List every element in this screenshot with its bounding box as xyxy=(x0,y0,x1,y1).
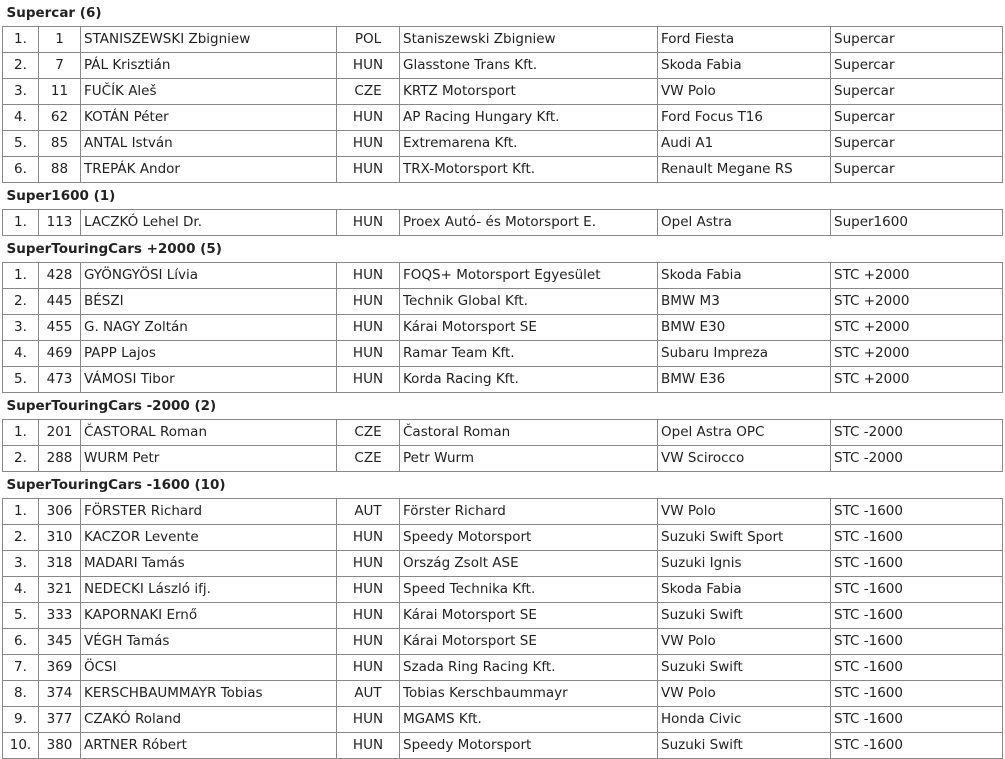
car-model-cell: Subaru Impreza xyxy=(658,341,831,367)
class-cell: STC -1600 xyxy=(831,733,1003,759)
position-cell: 5. xyxy=(3,367,39,393)
class-cell: STC -1600 xyxy=(831,525,1003,551)
car-number-cell: 306 xyxy=(39,499,81,525)
class-cell: Supercar xyxy=(831,79,1003,105)
class-cell: STC -1600 xyxy=(831,577,1003,603)
position-cell: 10. xyxy=(3,733,39,759)
table-row xyxy=(3,315,1003,341)
position-cell: 4. xyxy=(3,105,39,131)
team-cell: TRX-Motorsport Kft. xyxy=(400,157,658,183)
position-cell: 3. xyxy=(3,551,39,577)
category-title: SuperTouringCars -2000 (2) xyxy=(3,393,1003,420)
driver-name-cell: LACZKÓ Lehel Dr. xyxy=(81,210,337,236)
class-cell: STC +2000 xyxy=(831,263,1003,289)
team-cell: Tobias Kerschbaummayr xyxy=(400,681,658,707)
car-model-cell: Suzuki Swift Sport xyxy=(658,525,831,551)
position-cell: 1. xyxy=(3,210,39,236)
position-cell: 2. xyxy=(3,525,39,551)
car-number-cell: 310 xyxy=(39,525,81,551)
table-row xyxy=(3,629,1003,655)
car-number-cell: 62 xyxy=(39,105,81,131)
driver-name-cell: FUČÍK Aleš xyxy=(81,79,337,105)
position-cell: 6. xyxy=(3,629,39,655)
car-number-cell: 201 xyxy=(39,420,81,446)
driver-name-cell: MADARI Tamás xyxy=(81,551,337,577)
nationality-cell: HUN xyxy=(337,131,400,157)
car-number-cell: 333 xyxy=(39,603,81,629)
team-cell: Kárai Motorsport SE xyxy=(400,315,658,341)
team-cell: Ország Zsolt ASE xyxy=(400,551,658,577)
entry-list-body xyxy=(3,0,1003,759)
car-model-cell: Skoda Fabia xyxy=(658,577,831,603)
table-row xyxy=(3,79,1003,105)
car-number-cell: 377 xyxy=(39,707,81,733)
car-model-cell: Audi A1 xyxy=(658,131,831,157)
nationality-cell: HUN xyxy=(337,551,400,577)
table-row xyxy=(3,446,1003,472)
table-row xyxy=(3,603,1003,629)
table-row xyxy=(3,367,1003,393)
table-row xyxy=(3,707,1003,733)
class-cell: STC -1600 xyxy=(831,551,1003,577)
car-number-cell: 473 xyxy=(39,367,81,393)
driver-name-cell: CZAKÓ Roland xyxy=(81,707,337,733)
class-cell: Supercar xyxy=(831,131,1003,157)
class-cell: STC -1600 xyxy=(831,655,1003,681)
table-row xyxy=(3,525,1003,551)
car-number-cell: 1 xyxy=(39,27,81,53)
table-row xyxy=(3,681,1003,707)
nationality-cell: HUN xyxy=(337,525,400,551)
position-cell: 1. xyxy=(3,499,39,525)
car-model-cell: Skoda Fabia xyxy=(658,263,831,289)
team-cell: FOQS+ Motorsport Egyesület xyxy=(400,263,658,289)
car-number-cell: 469 xyxy=(39,341,81,367)
driver-name-cell: GYÖNGYÖSI Lívia xyxy=(81,263,337,289)
team-cell: Proex Autó- és Motorsport E. xyxy=(400,210,658,236)
car-model-cell: Suzuki Ignis xyxy=(658,551,831,577)
car-model-cell: Suzuki Swift xyxy=(658,655,831,681)
nationality-cell: AUT xyxy=(337,681,400,707)
team-cell: Szada Ring Racing Kft. xyxy=(400,655,658,681)
team-cell: Kárai Motorsport SE xyxy=(400,629,658,655)
car-model-cell: VW Scirocco xyxy=(658,446,831,472)
nationality-cell: HUN xyxy=(337,53,400,79)
driver-name-cell: STANISZEWSKI Zbigniew xyxy=(81,27,337,53)
driver-name-cell: FÖRSTER Richard xyxy=(81,499,337,525)
position-cell: 6. xyxy=(3,157,39,183)
driver-name-cell: ANTAL István xyxy=(81,131,337,157)
class-cell: STC +2000 xyxy=(831,315,1003,341)
table-row xyxy=(3,131,1003,157)
driver-name-cell: KOTÁN Péter xyxy=(81,105,337,131)
driver-name-cell: WURM Petr xyxy=(81,446,337,472)
team-cell: Korda Racing Kft. xyxy=(400,367,658,393)
car-number-cell: 11 xyxy=(39,79,81,105)
nationality-cell: HUN xyxy=(337,733,400,759)
car-number-cell: 455 xyxy=(39,315,81,341)
driver-name-cell: ARTNER Róbert xyxy=(81,733,337,759)
class-cell: STC +2000 xyxy=(831,367,1003,393)
category-title: Super1600 (1) xyxy=(3,183,1003,210)
team-cell: Förster Richard xyxy=(400,499,658,525)
category-title: SuperTouringCars +2000 (5) xyxy=(3,236,1003,263)
position-cell: 7. xyxy=(3,655,39,681)
table-row xyxy=(3,655,1003,681)
car-model-cell: Opel Astra xyxy=(658,210,831,236)
nationality-cell: CZE xyxy=(337,420,400,446)
driver-name-cell: ČASTORAL Roman xyxy=(81,420,337,446)
nationality-cell: HUN xyxy=(337,289,400,315)
car-number-cell: 85 xyxy=(39,131,81,157)
team-cell: Glasstone Trans Kft. xyxy=(400,53,658,79)
position-cell: 5. xyxy=(3,131,39,157)
position-cell: 3. xyxy=(3,315,39,341)
category-header-row xyxy=(3,472,1003,499)
car-model-cell: Ford Fiesta xyxy=(658,27,831,53)
driver-name-cell: KERSCHBAUMMAYR Tobias xyxy=(81,681,337,707)
car-model-cell: Suzuki Swift xyxy=(658,603,831,629)
class-cell: STC +2000 xyxy=(831,341,1003,367)
position-cell: 2. xyxy=(3,53,39,79)
category-title: Supercar (6) xyxy=(3,0,1003,27)
car-number-cell: 288 xyxy=(39,446,81,472)
car-number-cell: 318 xyxy=(39,551,81,577)
team-cell: Speedy Motorsport xyxy=(400,525,658,551)
car-model-cell: Honda Civic xyxy=(658,707,831,733)
team-cell: Speedy Motorsport xyxy=(400,733,658,759)
nationality-cell: HUN xyxy=(337,629,400,655)
class-cell: Supercar xyxy=(831,53,1003,79)
position-cell: 5. xyxy=(3,603,39,629)
category-header-row xyxy=(3,0,1003,27)
team-cell: Ramar Team Kft. xyxy=(400,341,658,367)
table-row xyxy=(3,157,1003,183)
team-cell: Kárai Motorsport SE xyxy=(400,603,658,629)
nationality-cell: HUN xyxy=(337,603,400,629)
car-number-cell: 380 xyxy=(39,733,81,759)
driver-name-cell: TREPÁK Andor xyxy=(81,157,337,183)
car-number-cell: 374 xyxy=(39,681,81,707)
car-model-cell: VW Polo xyxy=(658,499,831,525)
car-number-cell: 369 xyxy=(39,655,81,681)
position-cell: 3. xyxy=(3,79,39,105)
driver-name-cell: ÖCSI xyxy=(81,655,337,681)
nationality-cell: HUN xyxy=(337,105,400,131)
category-header-row xyxy=(3,393,1003,420)
class-cell: Supercar xyxy=(831,105,1003,131)
nationality-cell: HUN xyxy=(337,655,400,681)
position-cell: 1. xyxy=(3,27,39,53)
class-cell: STC +2000 xyxy=(831,289,1003,315)
driver-name-cell: PÁL Krisztián xyxy=(81,53,337,79)
team-cell: Častoral Roman xyxy=(400,420,658,446)
nationality-cell: HUN xyxy=(337,707,400,733)
driver-name-cell: VÉGH Tamás xyxy=(81,629,337,655)
driver-name-cell: KACZOR Levente xyxy=(81,525,337,551)
nationality-cell: HUN xyxy=(337,341,400,367)
class-cell: Supercar xyxy=(831,157,1003,183)
driver-name-cell: G. NAGY Zoltán xyxy=(81,315,337,341)
entry-list-table xyxy=(2,0,1003,759)
car-model-cell: BMW M3 xyxy=(658,289,831,315)
position-cell: 4. xyxy=(3,341,39,367)
car-number-cell: 7 xyxy=(39,53,81,79)
driver-name-cell: KAPORNAKI Ernő xyxy=(81,603,337,629)
table-row xyxy=(3,289,1003,315)
team-cell: Petr Wurm xyxy=(400,446,658,472)
position-cell: 2. xyxy=(3,446,39,472)
car-model-cell: BMW E36 xyxy=(658,367,831,393)
class-cell: Super1600 xyxy=(831,210,1003,236)
class-cell: STC -2000 xyxy=(831,420,1003,446)
class-cell: STC -1600 xyxy=(831,499,1003,525)
driver-name-cell: PAPP Lajos xyxy=(81,341,337,367)
nationality-cell: CZE xyxy=(337,79,400,105)
nationality-cell: HUN xyxy=(337,315,400,341)
nationality-cell: HUN xyxy=(337,263,400,289)
table-row xyxy=(3,577,1003,603)
table-row xyxy=(3,263,1003,289)
car-model-cell: VW Polo xyxy=(658,79,831,105)
table-row xyxy=(3,341,1003,367)
class-cell: STC -1600 xyxy=(831,603,1003,629)
nationality-cell: HUN xyxy=(337,157,400,183)
driver-name-cell: BÉSZI xyxy=(81,289,337,315)
class-cell: STC -1600 xyxy=(831,681,1003,707)
position-cell: 2. xyxy=(3,289,39,315)
category-header-row xyxy=(3,236,1003,263)
table-row xyxy=(3,27,1003,53)
car-number-cell: 428 xyxy=(39,263,81,289)
class-cell: STC -1600 xyxy=(831,629,1003,655)
team-cell: Speed Technika Kft. xyxy=(400,577,658,603)
driver-name-cell: VÁMOSI Tibor xyxy=(81,367,337,393)
nationality-cell: CZE xyxy=(337,446,400,472)
car-model-cell: Renault Megane RS xyxy=(658,157,831,183)
class-cell: Supercar xyxy=(831,27,1003,53)
car-model-cell: BMW E30 xyxy=(658,315,831,341)
class-cell: STC -1600 xyxy=(831,707,1003,733)
nationality-cell: AUT xyxy=(337,499,400,525)
table-row xyxy=(3,53,1003,79)
category-title: SuperTouringCars -1600 (10) xyxy=(3,472,1003,499)
table-row xyxy=(3,733,1003,759)
team-cell: Technik Global Kft. xyxy=(400,289,658,315)
table-row xyxy=(3,499,1003,525)
driver-name-cell: NEDECKI László ifj. xyxy=(81,577,337,603)
team-cell: Staniszewski Zbigniew xyxy=(400,27,658,53)
car-model-cell: VW Polo xyxy=(658,681,831,707)
team-cell: Extremarena Kft. xyxy=(400,131,658,157)
car-model-cell: Opel Astra OPC xyxy=(658,420,831,446)
nationality-cell: HUN xyxy=(337,210,400,236)
position-cell: 9. xyxy=(3,707,39,733)
nationality-cell: HUN xyxy=(337,367,400,393)
position-cell: 8. xyxy=(3,681,39,707)
car-model-cell: Skoda Fabia xyxy=(658,53,831,79)
table-row xyxy=(3,551,1003,577)
nationality-cell: HUN xyxy=(337,577,400,603)
category-header-row xyxy=(3,183,1003,210)
table-row xyxy=(3,420,1003,446)
car-number-cell: 88 xyxy=(39,157,81,183)
car-model-cell: Suzuki Swift xyxy=(658,733,831,759)
car-number-cell: 445 xyxy=(39,289,81,315)
table-row xyxy=(3,105,1003,131)
team-cell: AP Racing Hungary Kft. xyxy=(400,105,658,131)
car-number-cell: 321 xyxy=(39,577,81,603)
table-row xyxy=(3,210,1003,236)
nationality-cell: POL xyxy=(337,27,400,53)
position-cell: 4. xyxy=(3,577,39,603)
car-model-cell: VW Polo xyxy=(658,629,831,655)
team-cell: MGAMS Kft. xyxy=(400,707,658,733)
car-model-cell: Ford Focus T16 xyxy=(658,105,831,131)
car-number-cell: 345 xyxy=(39,629,81,655)
class-cell: STC -2000 xyxy=(831,446,1003,472)
position-cell: 1. xyxy=(3,263,39,289)
car-number-cell: 113 xyxy=(39,210,81,236)
team-cell: KRTZ Motorsport xyxy=(400,79,658,105)
position-cell: 1. xyxy=(3,420,39,446)
